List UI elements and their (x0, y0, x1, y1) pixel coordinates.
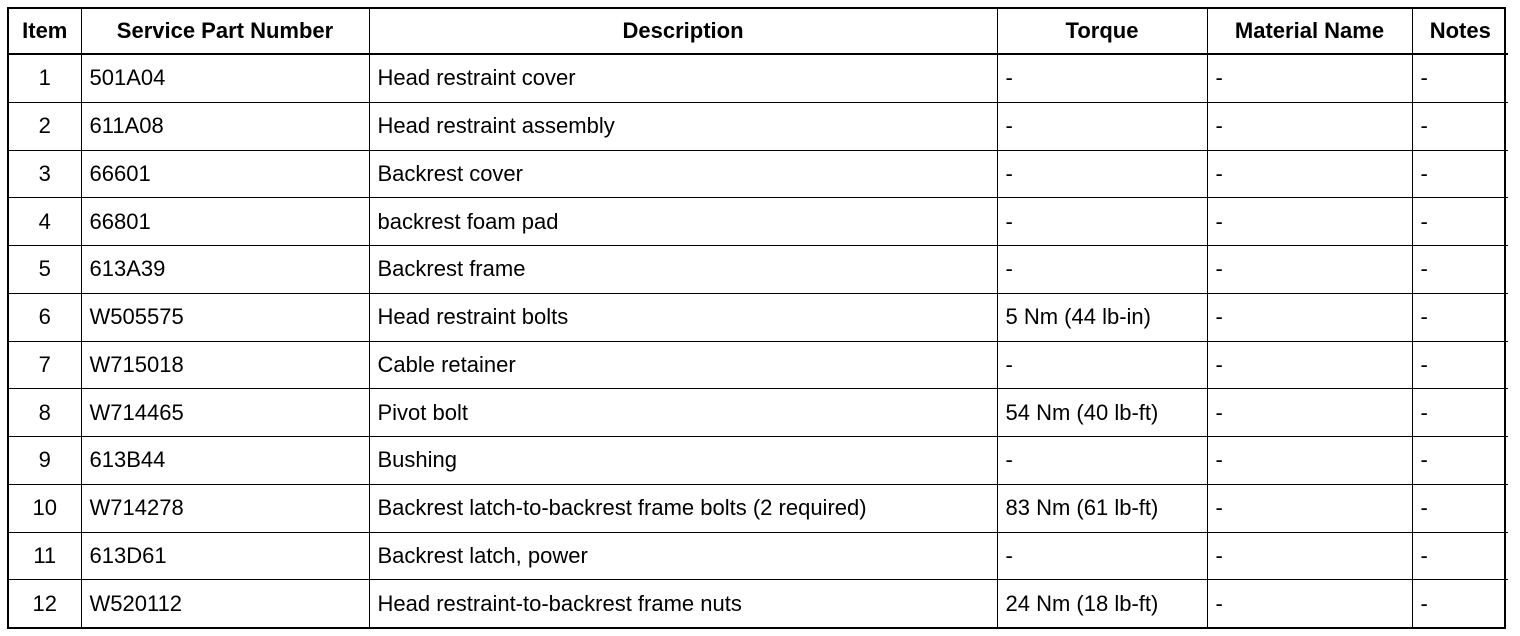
cell-item: 1 (9, 54, 81, 102)
cell-part-number: W505575 (81, 293, 369, 341)
cell-notes: - (1412, 437, 1508, 485)
table-row (9, 389, 1508, 437)
header-material-name: Material Name (1207, 9, 1412, 54)
cell-torque: 5 Nm (44 lb-in) (997, 293, 1207, 341)
cell-description: Head restraint bolts (369, 293, 997, 341)
cell-material: - (1207, 341, 1412, 389)
cell-material: - (1207, 198, 1412, 246)
cell-description: Backrest latch, power (369, 532, 997, 580)
cell-torque: 54 Nm (40 lb-ft) (997, 389, 1207, 437)
cell-item: 11 (9, 532, 81, 580)
cell-notes: - (1412, 198, 1508, 246)
cell-item: 6 (9, 293, 81, 341)
cell-torque: - (997, 102, 1207, 150)
cell-notes: - (1412, 102, 1508, 150)
cell-part-number: 66801 (81, 198, 369, 246)
cell-notes: - (1412, 484, 1508, 532)
parts-table-frame (7, 7, 1506, 629)
cell-item: 8 (9, 389, 81, 437)
cell-description: backrest foam pad (369, 198, 997, 246)
cell-description: Backrest latch-to-backrest frame bolts (2 required) (369, 484, 997, 532)
cell-part-number: 66601 (81, 150, 369, 198)
cell-description: Pivot bolt (369, 389, 997, 437)
cell-item: 12 (9, 580, 81, 627)
table-row (9, 246, 1508, 294)
cell-torque: - (997, 341, 1207, 389)
cell-torque: - (997, 437, 1207, 485)
header-description: Description (369, 9, 997, 54)
cell-torque: - (997, 532, 1207, 580)
cell-description: Cable retainer (369, 341, 997, 389)
table-row (9, 150, 1508, 198)
table-row (9, 102, 1508, 150)
cell-torque: - (997, 246, 1207, 294)
cell-description: Backrest frame (369, 246, 997, 294)
cell-material: - (1207, 532, 1412, 580)
cell-item: 5 (9, 246, 81, 294)
cell-material: - (1207, 293, 1412, 341)
cell-item: 10 (9, 484, 81, 532)
cell-notes: - (1412, 580, 1508, 627)
cell-part-number: 501A04 (81, 54, 369, 102)
header-item: Item (9, 9, 81, 54)
cell-notes: - (1412, 150, 1508, 198)
cell-torque: 24 Nm (18 lb-ft) (997, 580, 1207, 627)
cell-item: 9 (9, 437, 81, 485)
table-row (9, 484, 1508, 532)
cell-notes: - (1412, 246, 1508, 294)
table-row (9, 532, 1508, 580)
cell-description: Head restraint assembly (369, 102, 997, 150)
cell-material: - (1207, 437, 1412, 485)
cell-item: 4 (9, 198, 81, 246)
cell-description: Bushing (369, 437, 997, 485)
cell-torque: - (997, 198, 1207, 246)
cell-material: - (1207, 102, 1412, 150)
cell-notes: - (1412, 532, 1508, 580)
cell-notes: - (1412, 389, 1508, 437)
header-service-part-number: Service Part Number (81, 9, 369, 54)
cell-part-number: W714465 (81, 389, 369, 437)
cell-description: Backrest cover (369, 150, 997, 198)
cell-notes: - (1412, 293, 1508, 341)
cell-part-number: 613B44 (81, 437, 369, 485)
table-header-row (9, 9, 1508, 54)
cell-torque: 83 Nm (61 lb-ft) (997, 484, 1207, 532)
cell-notes: - (1412, 54, 1508, 102)
cell-material: - (1207, 389, 1412, 437)
cell-part-number: 613D61 (81, 532, 369, 580)
cell-part-number: 613A39 (81, 246, 369, 294)
table-row (9, 198, 1508, 246)
cell-item: 7 (9, 341, 81, 389)
cell-part-number: W714278 (81, 484, 369, 532)
table-row (9, 293, 1508, 341)
table-row (9, 437, 1508, 485)
cell-description: Head restraint-to-backrest frame nuts (369, 580, 997, 627)
cell-part-number: W520112 (81, 580, 369, 627)
cell-material: - (1207, 484, 1412, 532)
cell-material: - (1207, 580, 1412, 627)
cell-item: 3 (9, 150, 81, 198)
table-row (9, 341, 1508, 389)
cell-material: - (1207, 54, 1412, 102)
cell-material: - (1207, 150, 1412, 198)
parts-table (9, 9, 1508, 627)
cell-torque: - (997, 54, 1207, 102)
table-row (9, 54, 1508, 102)
cell-part-number: 611A08 (81, 102, 369, 150)
header-torque: Torque (997, 9, 1207, 54)
cell-notes: - (1412, 341, 1508, 389)
table-row (9, 580, 1508, 627)
header-notes: Notes (1412, 9, 1508, 54)
cell-item: 2 (9, 102, 81, 150)
cell-torque: - (997, 150, 1207, 198)
cell-part-number: W715018 (81, 341, 369, 389)
cell-description: Head restraint cover (369, 54, 997, 102)
cell-material: - (1207, 246, 1412, 294)
